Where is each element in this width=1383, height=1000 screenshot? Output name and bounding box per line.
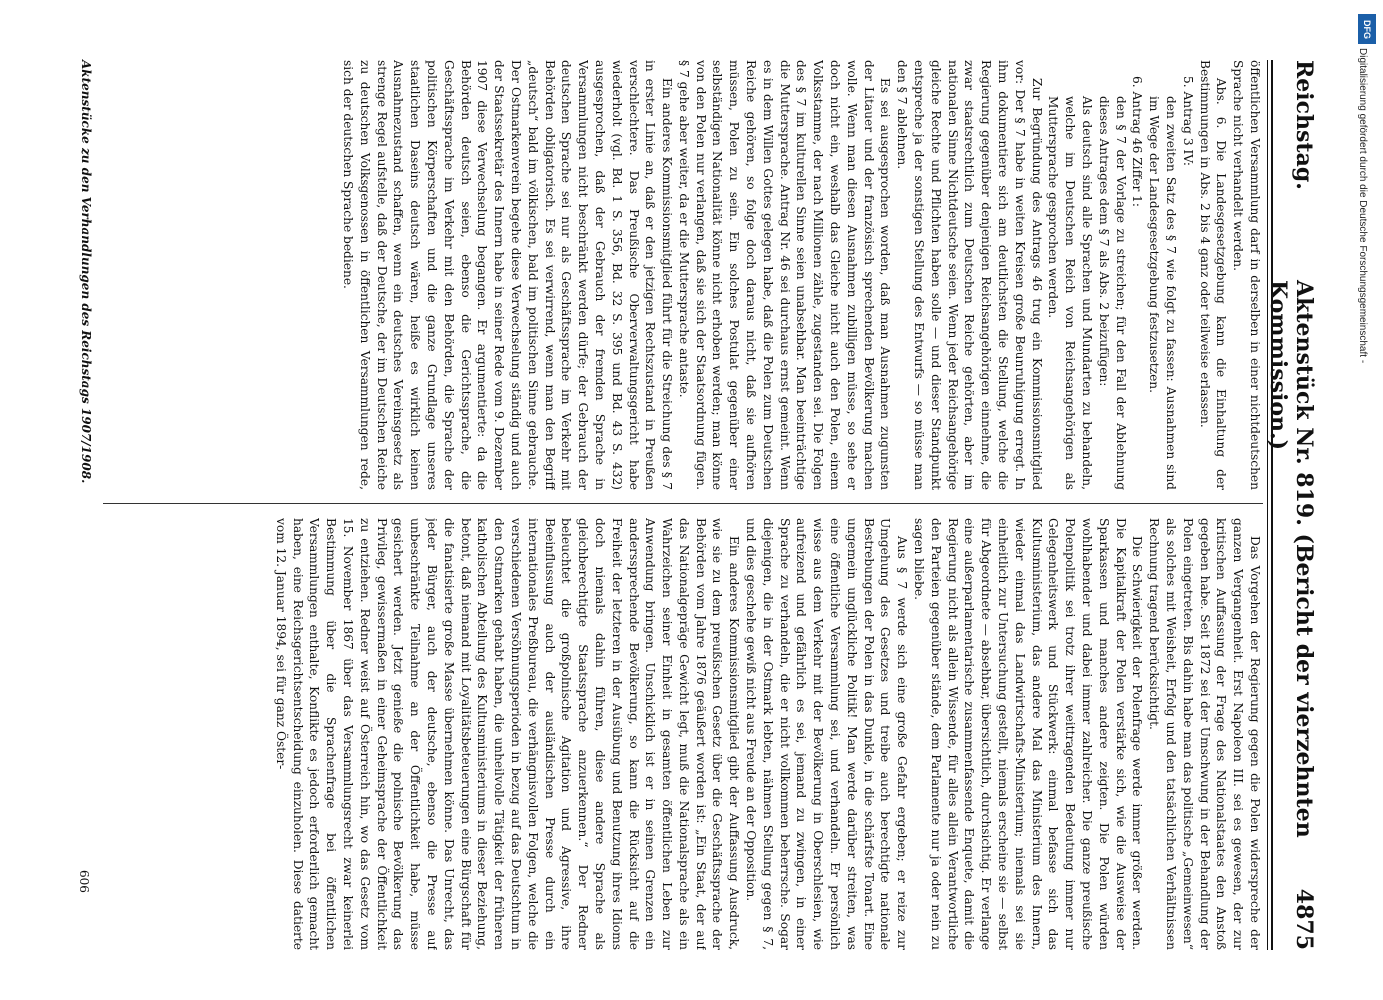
paragraph: Es sei ausgesprochen worden, daß man Ausnahmen zugunsten der Litauer und der französisch sprechenden Bevölkerung machen wolle. Wenn man diesen Ausnahmen zubilligen müsse, so sehe er doch nicht ein, weshalb das Gleiche nicht auch den Polen, einem Volksstamme, der nach Millionen zähle, zugestanden sei. Die Folgen des § 7 im kulturellen Sinne seien unabsehbar. Man beeinträchtige die Muttersprache. Antrag Nr. 46 sei durchaus ernst gemeint. Wenn es in dem Willen Gottes gelegen habe, daß die Polen zum Deutschen Reiche gehören, so folge doch daraus nicht, daß sie aufhören müssen, Polen zu sein. Ein solches Postulat gegenüber einer selbständigen Nationalität könne nicht erhoben werden; man könne von den Polen nur verlangen, daß sie sich der Staatsordnung fügen. § 7 gehe aber weiter, da er die Muttersprache antaste. <box>676 60 893 490</box>
right-column <box>103 518 1263 950</box>
column-divider <box>103 503 1263 504</box>
page-mark: 606 <box>77 870 91 893</box>
paragraph: Als deutsch sind alle Sprachen und Mundarten zu behandeln, welche im Deutschen Reich von Reichsangehörigen als Muttersprache gesprochen werden. <box>1046 96 1095 490</box>
left-column <box>103 60 1263 490</box>
paragraph: den § 7 der Vorlage zu streichen; für den Fall der Ablehnung dieses Antrages dem § 7 als Abs. 2 beizufügen: <box>1096 96 1128 490</box>
paragraph: 6. Antrag 46 Ziffer 1: <box>1130 76 1145 207</box>
header-title: Aktenstück Nr. 819. (Bericht der vierzehnten Kommission.) <box>1265 280 1317 838</box>
digitization-text: Digitalisierung gefördert durch die Deutsche Forschungsgemeinschaft - <box>1357 48 1368 364</box>
page-number: 4875 <box>1291 888 1317 950</box>
header-left: Reichstag. <box>1291 60 1317 190</box>
paragraph: Das Vorgehen der Regierung gegen die Polen widerspreche der ganzen Vergangenheit. Erst Napoleon III. sei es gewesen, der zur kritischen Auffassung der Frage des Nationalstaates den Anstoß gegeben habe. Seit 1872 sei der Umschwung in der Behandlung der Polen eingetreten. Bis dahin habe man das politische „Gemeinwesen“ als solches mit Weisheit, Erfolg und den tatsächlichen Verhältnissen Rechnung tragend berücksichtigt. <box>1147 518 1262 950</box>
paragraph: den zweiten Satz des § 7 wie folgt zu fassen: Ausnahmen sind im Wege der Landesgesetzgebung festzusetzen. <box>1147 96 1179 490</box>
dfg-logo-icon: DFG <box>1358 14 1376 44</box>
paragraph: Ein anderes Kommissionsmitglied gibt der Auffassung Ausdruck, wie sie zu dem preußischen Gesetz über die Geschäftssprache der Behörden vom Jahre 1876 geäußert worden ist: „Ein Staat, der auf das Nationalgepräge Gewicht legt, muß die Nationalsprache als ein Wahrzeichen seiner Einheit in gesamten öffentlichen Leben zur Anwendung bringen. Unschicklich ist er in seinen Grenzen ein anderssprechende Bevölkerung, so kann die Rücksicht auf die Freiheit der letzteren in der Ausübung und Benutzung ihres Idioms doch niemals dahin führen, diese andere Sprache als gleichberechtigte Staatssprache anzuerkennen.“ Der Redner beleuchtet die großpolnische Agitation und Agressive, ihre Beeinflussung auch der ausländischen Presse durch ein internationales Preßbureau, die verhängnisvollen Folgen, welche die verschiedenen Versöhnungsperioden in bezug auf das Deutschtum in den Ostmarken gehabt haben, die unheilvolle Tätigkeit der früheren katholischen Abteilung des Kultusministeriums in dieser Beziehung, betont, daß niemand mit Loyalitätsbeteuerungen eine Bürgschaft für die fanatisierte große Masse übernehmen könne. Das Unrecht, das jeder Bürger, auch der deutsche, ebenso die Presse auf unbeschränkte Teilnahme an der Öffentlichkeit habe, müsse gesichert werden. Jetzt genieße die polnische Bevölkerung das Privileg, gewissermaßen in einer Geheimsprache der Öffentlichkeit zu entziehen. Redner weist auf Österreich hin, wo das Gesetz vom 15. November 1867 über das Versammlungsrecht zwar keinerlei Bestimmung über die Sprachenfrage bei öffentlichen Versammlungen enthalte, Konflikte es jedoch erforderlich gemacht haben, eine Reichsgerichtsentscheidung einzuholen. Diese datierte vom 12. Januar 1894, sei für ganz Öster- <box>273 518 742 950</box>
paragraph: Die Schwierigkeit der Polenfrage werde immer größer werden. Die Kapitalkraft der Polen verstärke sich, wie die Ausweise der Sparkassen und manches andere zeigten. Die Polen würden wohlhabender und dabei immer zahlreicher. Die ganze preußische Polenpolitik sei trotz ihrer weittragenden Bedeutung immer nur Gelegenheitswerk und Stückwerk: einmal befasse sich das Kultusministerium, das andere Mal das Ministerium des Innern, wieder einmal das Landwirtschafts-Ministerium; niemals sei sie einheitlich zur Untersuchung gestellt, niemals erscheine sie — selbst für Abgeordnete — absehbar, übersichtlich, durchsichtig. Er verlange eine außerparlamentarische zusammenfassende Enquete, damit die Regierung nicht als allein Wissende, für alles allein Verantwortliche den Parteien gegenüber stände, dem Parlamente nur ja oder nein zu sagen bliebe. <box>912 518 1145 950</box>
paragraph: Ein anderes Kommissionsmitglied führt für die Streichung des § 7 in erster Linie an, daß er den jetzigen Rechtszustand in Preußen verschlechtere. Das Preußische Oberverwaltungsgericht habe wiederholt (vgl. Bd. 1 S. 356, Bd. 32 S. 395 und Bd. 43 S. 432) ausgesprochen, daß der Gebrauch der fremden Sprache in Versammlungen nicht beschränkt werden dürfe; der Gebrauch der deutschen Sprache sei nur als Geschäftssprache im Verkehr mit Behörden obligatorisch. Es sei verwirrend, wenn man den Begriff „deutsch“ bald im völkischen, bald im politischen Sinne gebrauche. Der Ostmarkenverein begehe diese Verwechselung ständig und auch der Staatssekretär des Innern habe in seiner Rede vom 9. Dezember 1907 diese Verwechselung begangen. Er argumentierte: da die Behörden deutsch seien, ebenso die Gerichtssprache, die Geschäftssprache im Verkehr mit den Behörden, die Sprache der politischen Körperschaften und die ganze Grundlage unseres staatlichen Daseins deutsch wären, heiße es wirklich keinen Ausnahmezustand schaffen, wenn ein deutsches Vereinsgesetz als strenge Regel aufstelle, daß der Deutsche, der im Deutschen Reiche zu deutschen Volksgenossen in öffentlichen Versammlungen rede, sich der deutschen Sprache bediene. <box>340 60 675 490</box>
page-footer: Aktenstücke zu den Verhandlungen des Reichstags 1907/1908. <box>79 60 93 484</box>
paragraph: 5. Antrag 3 IV: <box>1180 76 1195 166</box>
paragraph: Abs. 6. Die Landesgesetzgebung kann die Einhaltung der Bestimmungen in Abs. 2 bis 4 ganz oder teilweise erlassen. <box>1197 60 1229 490</box>
paragraph: Zur Begründung des Antrags 46 trug ein Kommissionsmitglied vor: Der § 7 habe in weiten Kreisen große Beunruhigung erregt. In ihm dokumentiere sich am deutlichsten die Stellung, welche die Regierung gegenüber denjenigen Reichsangehörigen einnehme, die zwar staatsrechtlich zum Deutschen Reiche gehörten, aber im nationalen Sinne Nichtdeutsche seien. Wenn jeder Reichsangehörige gleiche Rechte und Pflichten haben solle — und dieser Standpunkt entspreche ja der sonstigen Stellung des Entwurfs — so müsse man den § 7 ablehnen. <box>895 60 1044 490</box>
digitization-note <box>1357 8 1379 998</box>
page-header <box>1265 60 1323 950</box>
paragraph: Aus § 7 werde sich eine große Gefahr ergeben; er reize zur Umgehung des Gesetzes und treibe auch berechtigte nationale Bestrebungen der Polen in das Dunkle, in die schärfste Tonart. Eine ungemein unglückliche Politik! Man werde darüber streiten, was eine öffentliche Versammlung sei, und verhandeln. Er persönlich wisse aus dem Verkehr mit der Bevölkerung in Oberschlesien, wie aufreizend und gefährlich es sei, jemand zu zwingen, in einer Sprache zu verhandeln, die er nicht vollkommen beherrsche. Sogar diejenigen, die in der Ostmark lebten, nähmen Stellung gegen § 7, und dies geschehe gewiß nicht aus Freude an der Opposition. <box>744 518 910 950</box>
header-rule <box>1267 60 1273 950</box>
paragraph: öffentlichen Versammlung darf in derselben in einer nichtdeutschen Sprache nicht verhandelt werden. <box>1231 60 1262 490</box>
